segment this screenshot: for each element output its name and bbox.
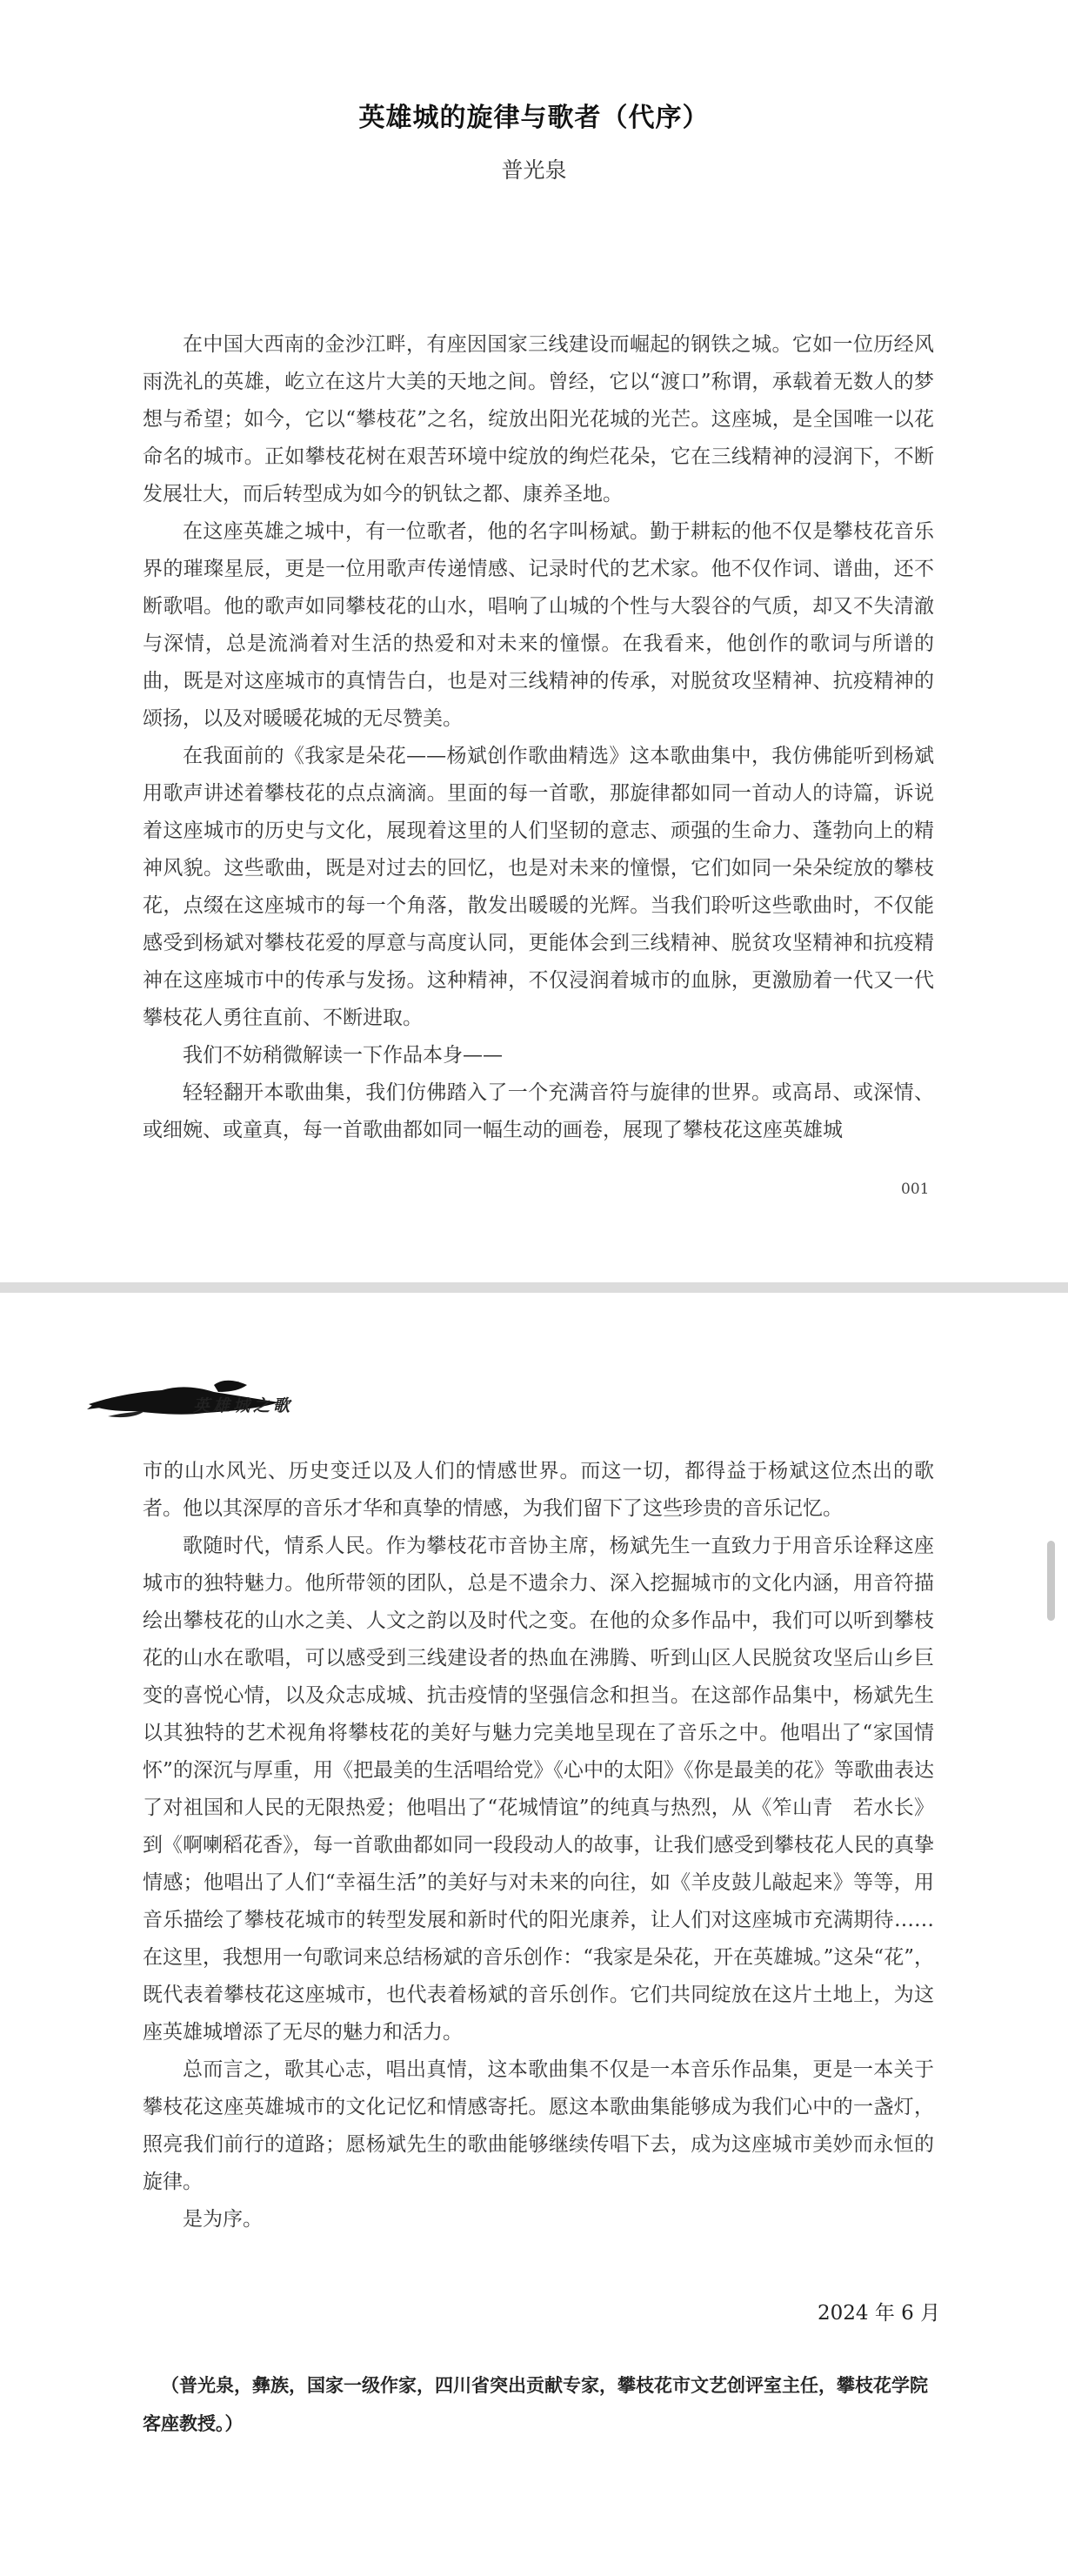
paragraph: 歌随时代，情系人民。作为攀枝花市音协主席，杨斌先生一直致力于用音乐诠释这座城市的独特魅力。他所带领的团队，总是不遗余力、深入挖掘城市的文化内涵，用音符描绘出攀枝花的山水之美、人文之韵以及时代之变。在他的众多作品中，我们可以听到攀枝花的山水在歌唱，可以感受到三线建设者的热血在沸腾、听到山区人民脱贫攻坚后山乡巨变的喜悦心情，以及众志成城、抗击疫情的坚强信念和担当。在这部作品集中，杨斌先生以其独特的艺术视角将攀枝花的美好与魅力完美地呈现在了音乐之中。他唱出了“家国情怀”的深沉与厚重，用《把最美的生活唱给党》《心中的太阳》《你是最美的花》等歌曲表达了对祖国和人民的无限热爱；他唱出了“花城情谊”的纯真与热烈，从《笮山青 若水长》到《啊喇稻花香》，每一首歌曲都如同一段段动人的故事，让我们感受到攀枝花人民的真挚情感；他唱出了人们“幸福生活”的美好与对未来的向往，如《羊皮鼓儿敲起来》等等，用音乐描绘了攀枝花城市的转型发展和新时代的阳光康养，让人们对这座城市充满期待……在这里，我想用一句歌词来总结杨斌的音乐创作：“我家是朵花，开在英雄城。”这朵“花”，既代表着攀枝花这座城市，也代表着杨斌的音乐创作。它们共同绽放在这片土地上，为这座英雄城增添了无尽的魅力和活力。 (143, 1535, 934, 2044)
page-number: 001 (901, 1181, 930, 1198)
paragraph: 在中国大西南的金沙江畔，有座因国家三线建设而崛起的钢铁之城。它如一位历经风雨洗礼的英雄，屹立在这片大美的天地之间。曾经，它以“渡口”称谓，承载着无数人的梦想与希望；如今，它以“攀枝花”之名，绽放出阳光花城的光芒。这座城，是全国唯一以花命名的城市。正如攀枝花树在艰苦环境中绽放的绚烂花朵，它在三线精神的浸润下，不断发展壮大，而后转型成为如今的钒钛之都、康养圣地。 (143, 333, 934, 505)
paragraph: 在我面前的《我家是朵花——杨斌创作歌曲精选》这本歌曲集中，我仿佛能听到杨斌用歌声讲述着攀枝花的点点滴滴。里面的每一首歌，那旋律都如同一首动人的诗篇，诉说着这座城市的历史与文化，展现着这里的人们坚韧的意志、顽强的生命力、蓬勃向上的精神风貌。这些歌曲，既是对过去的回忆，也是对未来的憧憬，它们如同一朵朵绽放的攀枝花，点缀在这座城市的每一个角落，散发出暖暖的光辉。当我们聆听这些歌曲时，不仅能感受到杨斌对攀枝花爱的厚意与高度认同，更能体会到三线精神、脱贫攻坚精神和抗疫精神在这座城市中的传承与发扬。这种精神，不仅浸润着城市的血脉，更激励着一代又一代攀枝花人勇往直前、不断进取。 (143, 745, 934, 1029)
scrollbar-thumb[interactable] (1047, 1541, 1055, 1621)
paragraph: 总而言之，歌其心志，唱出真情，这本歌曲集不仅是一本音乐作品集，更是一本关于攀枝花这座英雄城市的文化记忆和情感寄托。愿这本歌曲集能够成为我们心中的一盏灯，照亮我们前行的道路；愿杨斌先生的歌曲能够继续传唱下去，成为这座城市美妙而永恒的旋律。 (143, 2058, 934, 2193)
author-note: （普光泉，彝族，国家一级作家，四川省突出贡献专家，攀枝花市文艺创评室主任，攀枝花学院客座教授。） (143, 2374, 928, 2434)
author-name: 普光泉 (501, 157, 567, 183)
page-title: 英雄城的旋律与歌者（代序） (358, 103, 710, 133)
page-one (0, 0, 1068, 1282)
body-text-page-one (143, 326, 934, 1149)
page-divider (0, 1282, 1068, 1293)
paragraph: 是为序。 (183, 2208, 263, 2231)
body-text-page-two (143, 1453, 934, 2238)
date-line: 2024 年 6 月 (818, 2302, 941, 2325)
paragraph: 轻轻翻开本歌曲集，我们仿佛踏入了一个充满音符与旋律的世界。或高昂、或深情、或细婉、或童真，每一首歌曲都如同一幅生动的画卷，展现了攀枝花这座英雄城 (143, 1081, 934, 1141)
paragraph: 市的山水风光、历史变迁以及人们的情感世界。而这一切，都得益于杨斌这位杰出的歌者。他以其深厚的音乐才华和真挚的情感，为我们留下了这些珍贵的音乐记忆。 (143, 1460, 934, 1520)
paragraph: 在这座英雄之城中，有一位歌者，他的名字叫杨斌。勤于耕耘的他不仅是攀枝花音乐界的璀璨星辰，更是一位用歌声传递情感、记录时代的艺术家。他不仅作词、谱曲，还不断歌唱。他的歌声如同攀枝花的山水，唱响了山城的个性与大裂谷的气质，却又不失清澈与深情，总是流淌着对生活的热爱和对未来的憧憬。在我看来，他创作的歌词与所谱的曲，既是对这座城市的真情告白，也是对三线精神的传承，对脱贫攻坚精神、抗疫精神的颂扬，以及对暖暖花城的无尽赞美。 (143, 520, 934, 730)
running-header: 英雄城之歌 (193, 1396, 294, 1415)
paragraph: 我们不妨稍微解读一下作品本身—— (183, 1044, 503, 1067)
